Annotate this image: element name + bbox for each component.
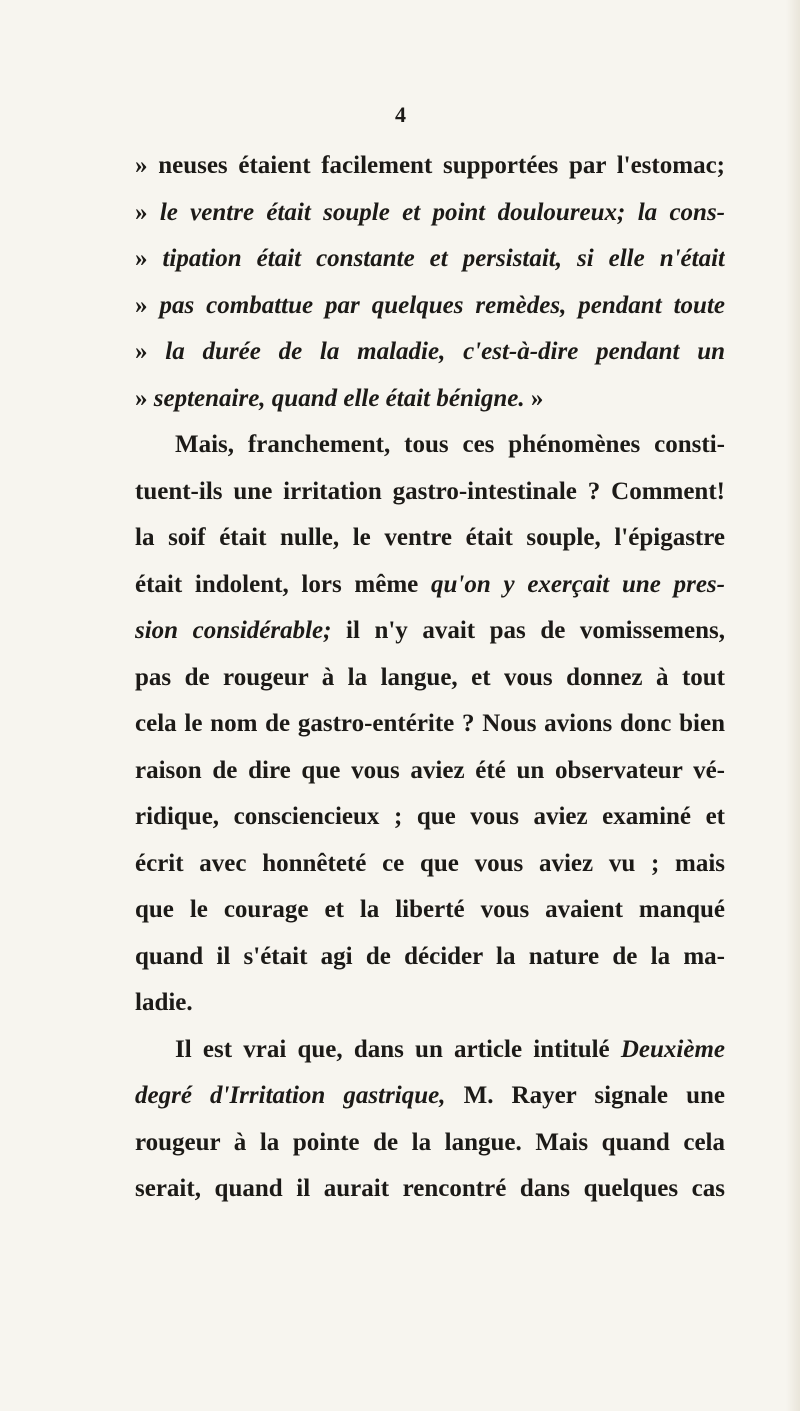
text-line [135, 515, 725, 562]
text-line [135, 1166, 725, 1213]
italic-text: le ventre était souple et point douloureux; la cons- [159, 198, 725, 226]
italic-text: qu'on y exerçait une pres- [431, 570, 725, 598]
text-run: rougeur à la pointe de la langue. Mais quand cela [135, 1128, 725, 1156]
text-run: » [135, 291, 160, 319]
text-line [135, 934, 725, 981]
text-run: » neuses étaient facilement supportées par l'estomac; [135, 152, 725, 179]
text-line [135, 562, 725, 609]
text-line [135, 748, 725, 795]
text-run: ridique, consciencieux ; que vous aviez examiné et [135, 803, 725, 830]
text-run: Il est vrai que, dans un article intitulé [175, 1035, 621, 1063]
text-run: il n'y avait pas de vomissemens, [331, 617, 725, 644]
text-run: Mais, franchement, tous ces phénomènes consti- [175, 431, 725, 458]
text-run: » [135, 198, 160, 226]
body-text [135, 143, 725, 1213]
italic-text: septenaire, quand elle était bénigne. [153, 384, 525, 412]
text-run: raison de dire que vous aviez été un observateur vé- [135, 756, 725, 784]
text-line [135, 143, 725, 190]
italic-text: sion considérable; [135, 617, 332, 644]
text-run: écrit avec honnêteté ce que vous aviez vu ; mais [135, 849, 725, 877]
text-run: » [135, 384, 154, 412]
text-line [135, 794, 725, 841]
text-line [135, 887, 725, 934]
text-line [135, 1073, 725, 1120]
text-line [135, 1120, 725, 1167]
text-run: serait, quand il aurait rencontré dans quelques cas [135, 1175, 725, 1202]
italic-text: degré d'Irritation gastrique, [135, 1082, 446, 1109]
text-run: la soif était nulle, le ventre était souple, l'épigastre [135, 524, 725, 551]
text-line [135, 1027, 725, 1074]
text-line [135, 980, 725, 1027]
text-run: cela le nom de gastro-entérite ? Nous avions donc bien [135, 710, 725, 737]
text-run: quand il s'était agi de décider la nature de la ma- [135, 942, 725, 970]
italic-text: tipation était constante et persistait, si elle n'était [162, 245, 725, 272]
italic-text: pas combattue par quelques remèdes, pendant toute [159, 291, 725, 319]
text-run: » [135, 245, 163, 272]
text-run: tuent-ils une irritation gastro-intestinale ? Comment! [135, 477, 725, 505]
text-line [135, 422, 725, 469]
text-run: que le courage et la liberté vous avaient manqué [135, 896, 725, 923]
italic-text: Deuxième [620, 1035, 725, 1063]
text-line [135, 283, 725, 330]
text-run: pas de rougeur à la langue, et vous donnez à tout [135, 663, 725, 691]
text-line [135, 701, 725, 748]
text-run: » [135, 338, 166, 365]
text-line [135, 655, 725, 702]
italic-text: la durée de la maladie, c'est-à-dire pendant un [165, 338, 725, 365]
text-line [135, 190, 725, 237]
text-line [135, 376, 725, 423]
text-line [135, 608, 725, 655]
text-run: ladie. [135, 989, 193, 1016]
text-line [135, 841, 725, 888]
text-run: était indolent, lors même [135, 570, 432, 598]
page-number: 4 [395, 102, 406, 127]
text-run: M. Rayer signale une [445, 1082, 725, 1109]
text-line [135, 329, 725, 376]
page-edge-shadow [786, 0, 800, 1411]
text-line [135, 236, 725, 283]
text-run: » [524, 384, 544, 412]
text-line [135, 469, 725, 516]
